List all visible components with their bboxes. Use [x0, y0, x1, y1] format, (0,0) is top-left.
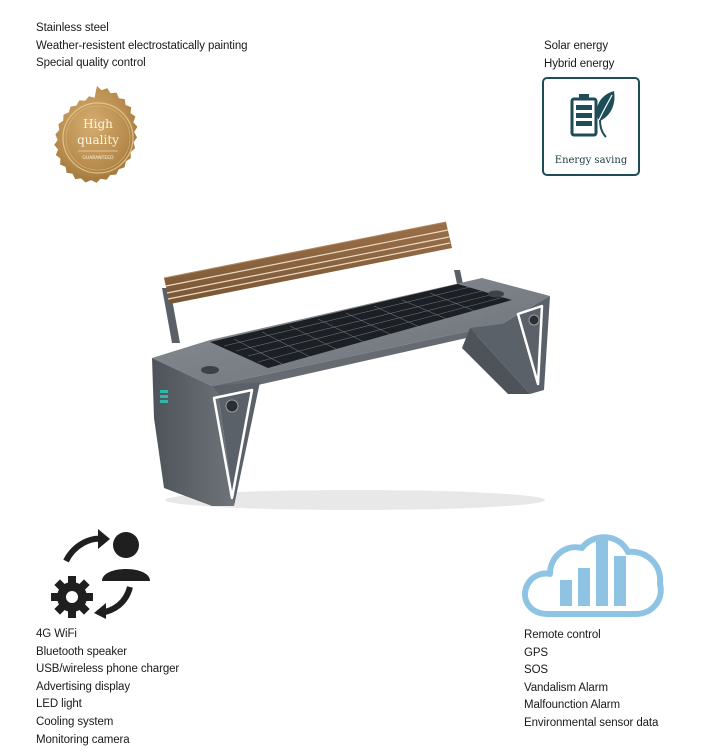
- energy-saving-badge: [542, 77, 640, 176]
- feature-item: Stainless steel: [36, 22, 109, 34]
- energy-saving-label: Energy saving: [554, 155, 628, 166]
- feature-item: Remote control: [524, 629, 601, 641]
- feature-item: USB/wireless phone charger: [36, 663, 180, 676]
- battery-leaf-icon: [568, 89, 618, 149]
- feature-item: Malfounction Alarm: [524, 699, 620, 712]
- top-left-feature-list: [36, 20, 247, 73]
- connectivity-person-gear-icon: [44, 527, 154, 619]
- feature-item: Hybrid energy: [544, 57, 615, 70]
- seal-text-quality: quality: [77, 133, 119, 147]
- feature-item: Weather-resistent electrostatically painting: [36, 39, 248, 52]
- feature-item: SOS: [524, 664, 548, 677]
- feature-item: Cooling system: [36, 715, 114, 728]
- seal-text-guaranteed: GUARANTEED: [82, 156, 114, 161]
- solar-bench-illustration: [140, 218, 560, 518]
- feature-item: 4G WiFi: [36, 628, 77, 640]
- bottom-right-feature-list: [524, 627, 658, 733]
- feature-item: Monitoring camera: [36, 733, 130, 746]
- feature-item: Bluetooth speaker: [36, 645, 128, 658]
- feature-item: Solar energy: [544, 40, 609, 52]
- feature-item: Environmental sensor data: [524, 716, 659, 729]
- high-quality-seal-icon: [44, 83, 152, 191]
- top-right-feature-list: [544, 38, 614, 73]
- feature-item: LED light: [36, 698, 82, 711]
- feature-item: Advertising display: [36, 680, 130, 693]
- cloud-data-icon: [518, 528, 666, 620]
- feature-item: Vandalism Alarm: [524, 681, 608, 694]
- feature-item: Special quality control: [36, 57, 146, 70]
- seal-text-high: High: [83, 117, 113, 131]
- bottom-left-feature-list: [36, 626, 179, 749]
- feature-item: GPS: [524, 646, 548, 659]
